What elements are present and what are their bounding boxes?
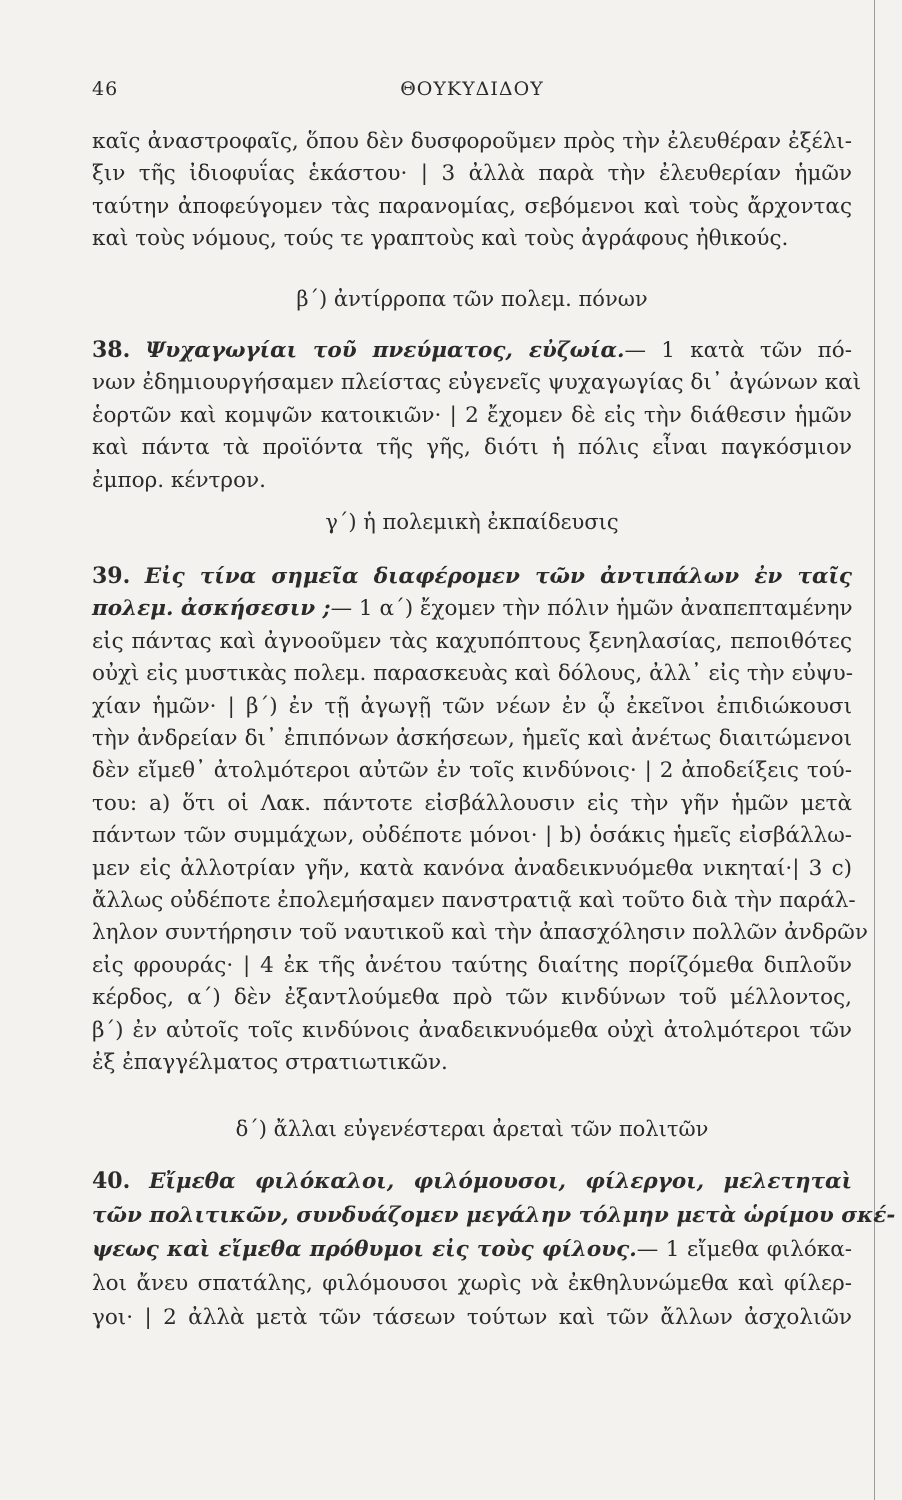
text-fragment: — 1 α΄) ἔχομεν τὴν πόλιν ἡμῶν ἀναπεπταμένην	[330, 596, 853, 622]
section-title: Εἰς τίνα σημεῖα διαφέρομεν τῶν ἀντιπάλων ἐν ταῖς	[144, 564, 852, 589]
section-39-heading-line	[92, 560, 852, 593]
text-line: κέρδος, α΄) δὲν ἐξαντλούμεθα πρὸ τῶν κινδύνων τοῦ μέλλοντος,	[92, 985, 852, 1011]
page-header	[92, 78, 852, 108]
text-line: πάντων τῶν συμμάχων, οὐδέποτε μόνοι· | b) ὁσάκις ἡμεῖς εἰσβάλλω-	[92, 823, 852, 849]
text-fragment: — 1 εἴμεθα φιλόκα-	[636, 1237, 852, 1262]
section-38	[92, 334, 862, 497]
text-line: καὶ τοὺς νόμους, τούς τε γραπτοὺς καὶ τοὺς ἀγράφους ἠθικούς.	[92, 226, 789, 252]
section-40-heading-line-3	[92, 1233, 852, 1267]
text-line: εἰς πάντας καὶ ἀγνοοῦμεν τὰς καχυπόπτους ξενηλασίας, πεποιθότες	[92, 628, 852, 654]
section-40-heading-line-2	[92, 1199, 896, 1233]
text-line: οὐχὶ εἰς μυστικὰς πολεμ. παρασκευὰς καὶ δόλους, ἀλλ᾽ εἰς τὴν εὐψυ-	[92, 661, 853, 687]
text-line: εἰς φρουράς· | 4 ἐκ τῆς ἀνέτου ταύτης διαίτης πορίζόμεθα διπλοῦν	[92, 952, 852, 978]
section-39-heading-line-2	[92, 593, 852, 625]
text-line: δὲν εἴμεθ᾽ ἀτολμότεροι αὐτῶν ἐν τοῖς κινδύνοις· | 2 ἀποδείξεις τού-	[92, 758, 852, 784]
text-line: ληλον συντήρησιν τοῦ ναυτικοῦ καὶ τὴν ἀπασχόλησιν πολλῶν ἀνδρῶν	[92, 920, 868, 946]
subheading-delta: δ΄) ἄλλαι εὐγενέστεραι ἀρεταὶ τῶν πολιτῶν	[235, 1117, 709, 1141]
text-line: λοι ἄνευ σπατάλης, φιλόμουσοι χωρὶς νὰ ἐκθηλυνώμεθα καὶ φίλερ-	[92, 1271, 852, 1296]
text-line: ἑορτῶν καὶ κομψῶν κατοικιῶν· | 2 ἔχομεν δὲ εἰς τὴν διάθεσιν ἡμῶν	[92, 402, 852, 428]
section-38-heading-line	[92, 334, 852, 367]
text-line: μεν εἰς ἀλλοτρίαν γῆν, κατὰ κανόνα ἀναδεικνυόμεθα νικηταί·| 3 c)	[92, 855, 852, 881]
subheading-gamma: γ΄) ἡ πολεμικὴ ἐκπαίδευσις	[325, 510, 619, 534]
section-title: Ψυχαγωγίαι τοῦ πνεύματος, εὐζωία.	[145, 338, 625, 363]
text-line: καὶ πάντα τὰ προϊόντα τῆς γῆς, διότι ἡ πόλις εἶναι παγκόσμιον	[92, 435, 852, 461]
section-title-cont: πολεμ. ἀσκήσεσιν ;	[92, 596, 331, 622]
subheading-beta: β΄) ἀντίρροπα τῶν πολεμ. πόνων	[296, 287, 648, 311]
section-39	[92, 560, 868, 1080]
text-line: ἐξ ἐπαγγέλματος στρατιωτικῶν.	[92, 1050, 448, 1076]
text-line: τὴν ἀνδρείαν δι᾽ ἐπιπόνων ἀσκήσεων, ἡμεῖς καὶ ἀνέτως διαιτώμενοι	[92, 726, 852, 752]
text-line: ἄλλως οὐδέποτε ἐπολεμήσαμεν πανστρατιᾷ καὶ τοῦτο διὰ τὴν παράλ-	[92, 888, 856, 914]
text-line: ξιν τῆς ἰδιοφυΐας ἑκάστου· | 3 ἀλλὰ παρὰ τὴν ἐλευθερίαν ἡμῶν	[92, 161, 852, 187]
section-title-cont: τῶν πολιτικῶν, συνδυάζομεν μεγάλην τόλμην μετὰ ὡρίμου σκέ-	[92, 1203, 896, 1228]
page-number: 46	[92, 78, 119, 100]
text-fragment: — 1 κατὰ τῶν πό-	[624, 338, 852, 363]
text-line: καῖς ἀναστροφαῖς, ὅπου δὲν δυσφοροῦμεν πρὸς τὴν ἐλευθέραν ἐξέλι-	[92, 129, 852, 154]
text-line: γοι· | 2 ἀλλὰ μετὰ τῶν τάσεων τούτων καὶ τῶν ἄλλων ἀσχολιῶν	[92, 1305, 852, 1330]
section-number: 38.	[92, 337, 131, 363]
section-number: 40.	[92, 1168, 131, 1194]
section-40	[92, 1164, 896, 1335]
section-40-heading-line	[92, 1164, 852, 1199]
section-number: 39.	[92, 563, 131, 589]
text-line: β΄) ἐν αὐτοῖς τοῖς κινδύνοις ἀναδεικνυόμεθα οὐχὶ ἀτολμότεροι τῶν	[92, 1017, 852, 1043]
section-title-cont: ψεως καὶ εἴμεθα πρόθυμοι εἰς τοὺς φίλους.	[92, 1237, 637, 1262]
page-edge-line	[874, 0, 875, 1500]
running-title: ΘΟΥΚΥΔΙΔΟΥ	[400, 78, 544, 100]
text-line: ταύτην ἀποφεύγομεν τὰς παρανομίας, σεβόμενοι καὶ τοὺς ἄρχοντας	[92, 193, 852, 219]
section-title: Εἴμεθα φιλόκαλοι, φιλόμουσοι, φίλεργοι, μελετηταὶ	[149, 1169, 852, 1194]
text-line: του: a) ὅτι οἱ Λακ. πάντοτε εἰσβάλλουσιν εἰς τὴν γῆν ἡμῶν μετὰ	[92, 790, 852, 816]
paragraph-continuation	[92, 126, 852, 256]
text-line: νων ἐδημιουργήσαμεν πλείστας εὐγενεῖς ψυχαγωγίας δι᾽ ἀγώνων καὶ	[92, 370, 862, 396]
text-line: ἐμπορ. κέντρον.	[92, 467, 266, 493]
text-line: χίαν ἡμῶν· | β΄) ἐν τῇ ἀγωγῇ τῶν νέων ἐν ᾧ ἐκεῖνοι ἐπιδιώκουσι	[92, 693, 852, 719]
